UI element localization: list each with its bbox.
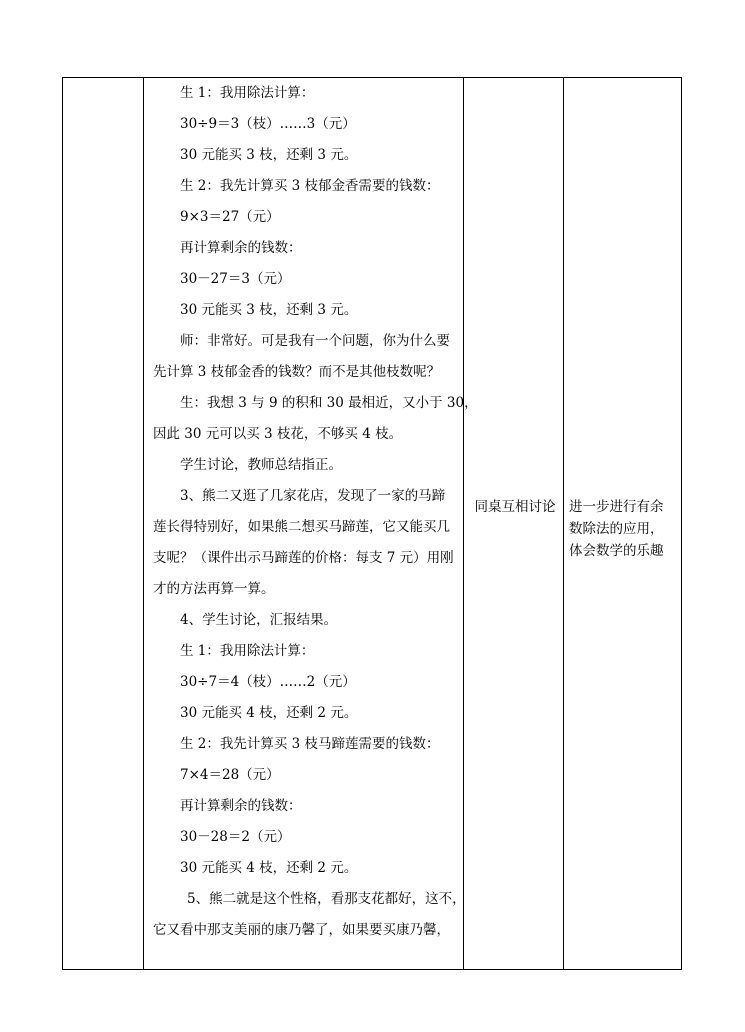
text-line: 因此 30 元可以买 3 枝花，不够买 4 枝。 xyxy=(153,426,403,442)
student-activity-cell: 同桌互相讨论 xyxy=(474,499,556,515)
text-line: 30－28＝2（元） xyxy=(180,829,291,845)
text-line: 9×3＝27（元） xyxy=(180,209,280,225)
text-line: 生 2：我先计算买 3 枝马蹄莲需要的钱数： xyxy=(180,736,440,752)
text-line: 师：非常好。可是我有一个问题，你为什么要 xyxy=(180,333,450,349)
text-line: 再计算剩余的钱数： xyxy=(180,240,302,256)
goal-line: 体会数学的乐趣 xyxy=(569,543,664,559)
text-line: 30÷9＝3（枝）……3（元） xyxy=(180,116,356,132)
text-line: 5、熊二就是这个性格，看那支花都好，这不， xyxy=(187,891,466,907)
text-line: 才的方法再算一算。 xyxy=(153,581,275,597)
text-line: 30 元能买 4 枝，还剩 2 元。 xyxy=(180,860,358,876)
text-line: 生 1：我用除法计算： xyxy=(180,85,315,101)
text-line: 先计算 3 枝郁金香的钱数？而不是其他枝数呢？ xyxy=(153,364,441,380)
text-line: 30 元能买 3 枝，还剩 3 元。 xyxy=(180,147,358,163)
column-divider-1 xyxy=(143,78,144,969)
text-line: 30 元能买 4 枝，还剩 2 元。 xyxy=(180,705,358,721)
goal-line: 进一步进行有余 xyxy=(569,499,664,515)
lesson-table xyxy=(62,77,682,970)
text-line: 生 1：我用除法计算： xyxy=(180,643,315,659)
text-line: 7×4＝28（元） xyxy=(180,767,280,783)
text-line: 4、学生讨论，汇报结果。 xyxy=(180,612,338,628)
text-line: 生：我想 3 与 9 的积和 30 最相近，又小于 30， xyxy=(180,395,478,411)
text-line: 30÷7＝4（枝）……2（元） xyxy=(180,674,356,690)
text-line: 支呢？（课件出示马蹄莲的价格：每支 7 元）用刚 xyxy=(153,550,454,566)
text-line: 3、熊二又逛了几家花店，发现了一家的马蹄 xyxy=(180,488,446,504)
design-intent-cell xyxy=(569,496,677,562)
goal-line: 数除法的应用， xyxy=(569,521,664,537)
text-line: 莲长得特别好，如果熊二想买马蹄莲，它又能买几 xyxy=(153,519,450,535)
text-line: 30－27＝3（元） xyxy=(180,271,291,287)
column-divider-3 xyxy=(563,78,564,969)
text-line: 它又看中那支美丽的康乃馨了，如果要买康乃馨， xyxy=(153,922,450,938)
text-line: 30 元能买 3 枝，还剩 3 元。 xyxy=(180,302,358,318)
teaching-process-column xyxy=(145,78,545,969)
text-line: 学生讨论，教师总结指正。 xyxy=(180,457,342,473)
text-line: 生 2：我先计算买 3 枝郁金香需要的钱数： xyxy=(180,178,440,194)
text-line: 再计算剩余的钱数： xyxy=(180,798,302,814)
